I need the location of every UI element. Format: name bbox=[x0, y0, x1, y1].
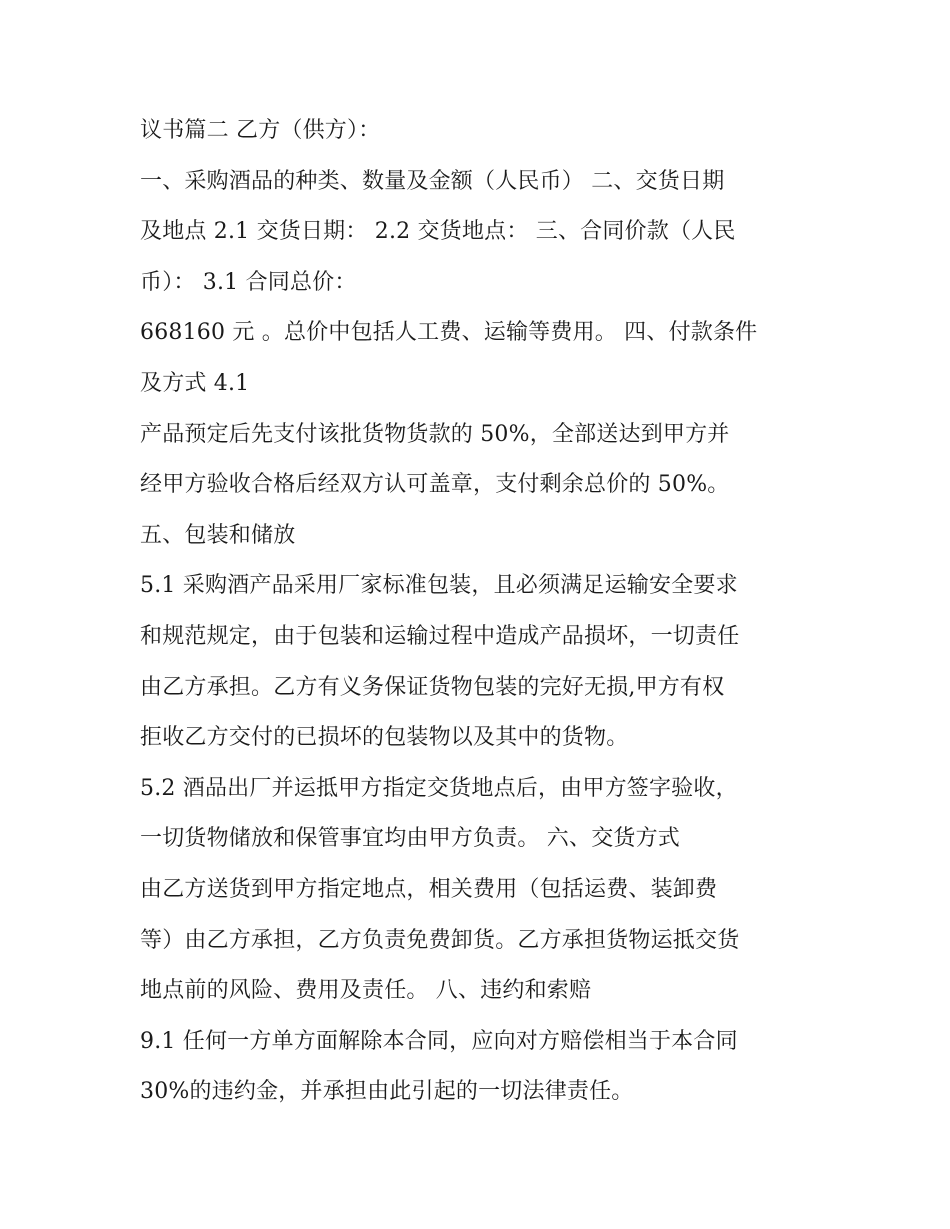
text-line: 一、采购酒品的种类、数量及金额（人民币） 二、交货日期 bbox=[140, 168, 725, 194]
text-line: 5.2 酒品出厂并运抵甲方指定交货地点后，由甲方签字验收， bbox=[140, 775, 738, 801]
text-line: 5.1 采购酒产品采用厂家标准包装，且必须满足运输安全要求 bbox=[140, 573, 738, 599]
text-line: 币）： 3.1 合同总价： bbox=[140, 269, 357, 295]
text-line: 9.1 任何一方单方面解除本合同，应向对方赔偿相当于本合同 bbox=[140, 1028, 738, 1054]
text-line: 一切货物储放和保管事宜均由甲方负责。 六、交货方式 bbox=[140, 826, 680, 852]
text-line: 30%的违约金，并承担由此引起的一切法律责任。 bbox=[140, 1079, 634, 1105]
text-line: 668160 元 。总价中包括人工费、运输等费用。 四、付款条件 bbox=[140, 320, 758, 346]
text-line: 及方式 4.1 bbox=[140, 370, 250, 396]
text-line: 地点前的风险、费用及责任。 八、违约和索赔 bbox=[140, 978, 592, 1004]
text-line: 由乙方送货到甲方指定地点，相关费用（包括运费、装卸费 bbox=[140, 876, 718, 902]
text-line: 和规范规定，由于包装和运输过程中造成产品损坏，一切责任 bbox=[140, 623, 740, 649]
text-line: 产品预定后先支付该批货物货款的 50%，全部送达到甲方并 bbox=[140, 421, 730, 447]
text-line: 议书篇二 乙方（供方）： bbox=[140, 118, 381, 143]
text-line: 由乙方承担。乙方有义务保证货物包装的完好无损,甲方有权 bbox=[140, 674, 725, 700]
document-body bbox=[140, 106, 840, 1118]
text-line: 五、包装和储放 bbox=[140, 522, 296, 548]
text-line: 经甲方验收合格后经双方认可盖章，支付剩余总价的 50%。 bbox=[140, 472, 730, 498]
text-line: 及地点 2.1 交货日期： 2.2 交货地点： 三、合同价款（人民 bbox=[140, 219, 736, 245]
text-line: 等）由乙方承担，乙方负责免费卸货。乙方承担货物运抵交货 bbox=[140, 927, 740, 953]
text-line: 拒收乙方交付的已损坏的包装物以及其中的货物。 bbox=[140, 725, 629, 751]
